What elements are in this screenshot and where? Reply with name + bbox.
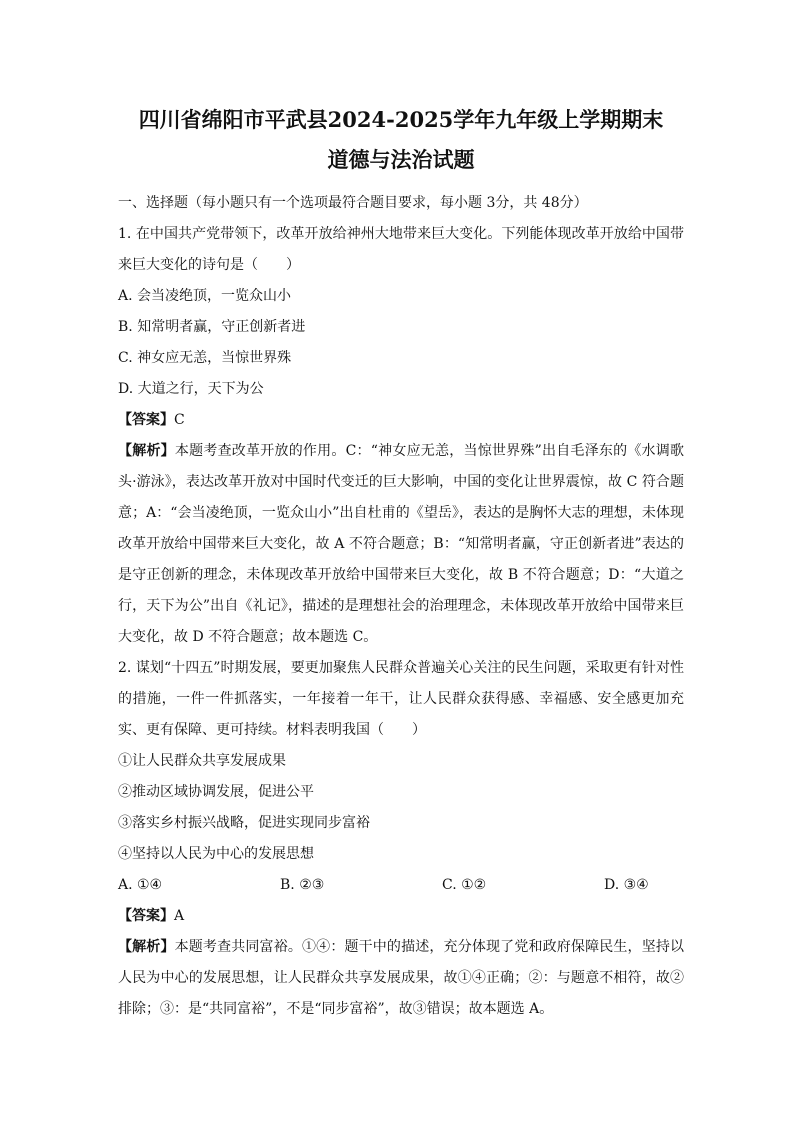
analysis-label: 【解析】 <box>118 443 175 459</box>
question-2 <box>118 653 684 1025</box>
option-b: B. ②③ <box>280 877 325 893</box>
options-row <box>118 870 684 901</box>
statement-2: ②推动区域协调发展，促进公平 <box>118 784 314 800</box>
analysis <box>118 932 684 1025</box>
answer-label: 【答案】 <box>118 412 174 428</box>
statement-3: ③落实乡村振兴战略，促进实现同步富裕 <box>118 815 370 831</box>
option-c: C. ①② <box>442 877 487 893</box>
answer-value: A <box>174 908 185 924</box>
option-d: D. 大道之行，天下为公 <box>118 381 264 397</box>
answer <box>118 405 684 436</box>
analysis-text: 本题考查改革开放的作用。C：“神女应无恙，当惊世界殊”出自毛泽东的《水调歌头·游泳》，表达改革开放对中国时代变迁的巨大影响，中国的变化让世界震惊，故 C 符合题意；A：“会当凌绝顶，一览众山小”出自杜甫的《望岳》，表达的是胸怀大志的理想，未体现改革开放给中国带来巨大变化，故 A 不符合题意；B：“知常明者赢，守正创新者进”表达的是守正创新的理念，未体现改革开放给中国带来巨大变化，故 B 不符合题意；D：“大道之行，天下为公”出自《礼记》，描述的是理想社会的治理理念，未体现改革开放给中国带来巨大变化，故 D 不符合题意；故本题选 C。 <box>118 443 685 645</box>
option-d: D. ③④ <box>604 877 649 893</box>
document-subtitle: 道德与法治试题 <box>327 147 475 172</box>
section-heading: 一、选择题（每小题只有一个选项最符合题目要求，每小题 3分，共 48分） <box>118 195 588 211</box>
option-c: C. 神女应无恙，当惊世界殊 <box>118 350 292 366</box>
option-a: A. ①④ <box>118 877 163 893</box>
document-title: 四川省绵阳市平武县2024-2025学年九年级上学期期末 <box>138 107 664 132</box>
analysis <box>118 436 684 653</box>
option-a: A. 会当凌绝顶，一览众山小 <box>118 288 292 304</box>
analysis-label: 【解析】 <box>118 939 175 955</box>
answer <box>118 901 684 932</box>
question-stem: 1. 在中国共产党带领下，改革开放给神州大地带来巨大变化。下列能体现改革开放给中国带来巨大变化的诗句是（ ） <box>118 226 684 273</box>
statement-4: ④坚持以人民为中心的发展思想 <box>118 846 314 862</box>
option-b: B. 知常明者赢，守正创新者进 <box>118 319 306 335</box>
answer-label: 【答案】 <box>118 908 174 924</box>
analysis-text: 本题考查共同富裕。①④：题干中的描述，充分体现了党和政府保障民生，坚持以人民为中心的发展思想，让人民群众共享发展成果，故①④正确；②：与题意不相符，故②排除；③：是“共同富裕”，不是“同步富裕”，故③错误；故本题选 A。 <box>118 939 685 1017</box>
question-stem: 2. 谋划“十四五”时期发展，要更加聚焦人民群众普遍关心关注的民生问题，采取更有针对性的措施，一件一件抓落实，一年接着一年干，让人民群众获得感、幸福感、安全感更加充实、更有保障、更可持续。材料表明我国（ ） <box>118 660 684 738</box>
statement-1: ①让人民群众共享发展成果 <box>118 753 286 769</box>
answer-value: C <box>174 412 185 428</box>
question-1 <box>118 219 684 653</box>
